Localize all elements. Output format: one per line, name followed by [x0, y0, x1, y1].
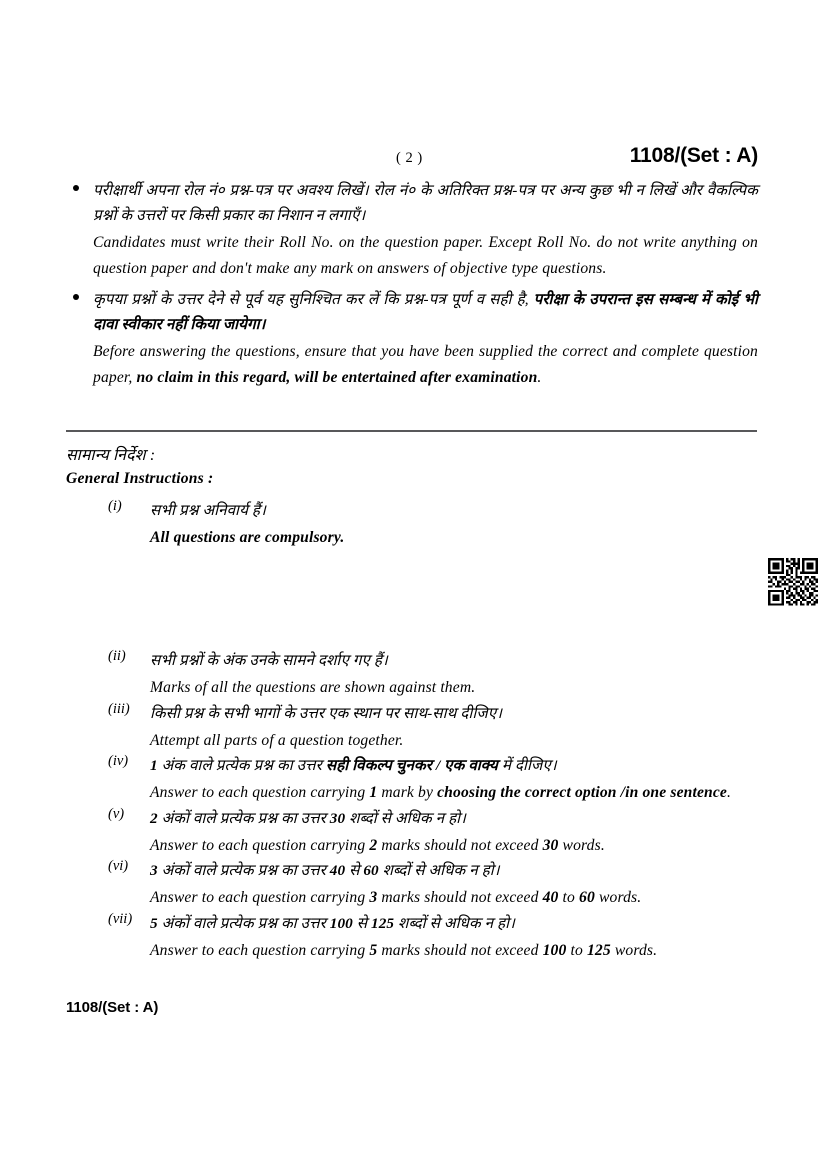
general-instructions-title-hindi: सामान्य निर्देश :	[66, 447, 156, 464]
instruction-number: (v)	[108, 805, 125, 822]
instruction-hindi: 5 अंकों वाले प्रत्येक प्रश्न का उत्तर 100 से 125 शब्दों से अधिक न हो।	[150, 914, 515, 932]
qr-code-icon	[768, 558, 818, 608]
instruction-item-v	[108, 806, 758, 859]
instruction-english: Answer to each question carrying 1 mark by choosing the correct option /in one sentence.	[150, 784, 732, 801]
qr-code-svg	[768, 558, 818, 608]
instruction-number: (ii)	[108, 648, 126, 664]
section-divider	[66, 430, 757, 432]
bullet-dot-icon	[73, 294, 79, 300]
instruction-hindi: 2 अंकों वाले प्रत्येक प्रश्न का उत्तर 30 शब्दों से अधिक न हो।	[150, 809, 467, 827]
instruction-english: Answer to each question carrying 3 marks should not exceed 40 to 60 words.	[150, 889, 642, 906]
instruction-hindi: 1 अंक वाले प्रत्येक प्रश्न का उत्तर सही विकल्प चुनकर / एक वाक्य में दीजिए।	[150, 757, 557, 774]
instruction-item-iii	[108, 701, 758, 754]
instruction-body	[150, 806, 758, 859]
instruction-hindi: किसी प्रश्न के सभी भागों के उत्तर एक स्थान पर साथ-साथ दीजिए।	[150, 704, 503, 722]
instruction-body	[150, 701, 758, 754]
note-2-english-tail: .	[537, 368, 542, 386]
instruction-english: Marks of all the questions are shown against them.	[150, 679, 476, 696]
instruction-number: (iv)	[108, 753, 129, 769]
instruction-english: Attempt all parts of a question together.	[150, 731, 404, 749]
instruction-body	[150, 753, 758, 806]
general-instructions-title-english: General Instructions :	[66, 470, 214, 487]
instruction-item-ii	[108, 648, 758, 701]
instruction-body	[150, 858, 758, 911]
instruction-notes	[66, 178, 758, 393]
instruction-hindi: सभी प्रश्नों के अंक उनके सामने दर्शाए गए हैं।	[150, 652, 388, 669]
paper-code-header: 1108/(Set : A)	[629, 144, 758, 167]
note-2-hindi-bold: परीक्षा के उपरान्त इस सम्बन्ध में कोई भी दावा स्वीकार नहीं किया जायेगा।	[93, 291, 759, 333]
paper-code-footer: 1108/(Set : A)	[66, 999, 159, 1016]
instruction-list-group-b	[108, 648, 758, 963]
note-item-2	[66, 287, 758, 390]
instruction-english: Answer to each question carrying 5 marks should not exceed 100 to 125 words.	[150, 941, 658, 959]
instruction-body	[150, 648, 758, 701]
instruction-item-vi	[108, 858, 758, 911]
instruction-item-vii	[108, 911, 758, 964]
instruction-number: (i)	[108, 498, 122, 514]
note-2-english-plain: Before answering the questions, ensure that you have been supplied the correct and complete question paper,	[93, 343, 758, 386]
instruction-body	[150, 911, 758, 964]
page-number: ( 2 )	[396, 150, 423, 166]
note-2-english	[93, 339, 758, 390]
page-header	[66, 144, 758, 178]
instruction-item-i	[108, 498, 758, 551]
note-2-hindi	[93, 287, 758, 337]
note-1-english: Candidates must write their Roll No. on the question paper. Except Roll No. do not write anything on question paper and don't make any mark on answers of objective type questions.	[93, 234, 758, 277]
instruction-english: Answer to each question carrying 2 marks should not exceed 30 words.	[150, 836, 605, 854]
instruction-body	[150, 498, 758, 551]
note-1-hindi: परीक्षार्थी अपना रोल नं० प्रश्न-पत्र पर अवश्य लिखें। रोल नं० के अतिरिक्त प्रश्न-पत्र पर अन्य कुछ भी न लिखें और वैकल्पिक प्रश्नों के उत्तरों पर किसी प्रकार का निशान न लगाएँ।	[93, 182, 758, 224]
instruction-item-iv	[108, 753, 758, 806]
instruction-number: (vi)	[108, 858, 129, 874]
instruction-number: (vii)	[108, 910, 133, 927]
instruction-hindi: 3 अंकों वाले प्रत्येक प्रश्न का उत्तर 40 से 60 शब्दों से अधिक न हो।	[150, 862, 500, 879]
instruction-hindi: सभी प्रश्न अनिवार्य हैं।	[150, 502, 266, 519]
note-2-english-bold: no claim in this regard, will be entertained after examination	[136, 368, 538, 386]
instruction-number: (iii)	[108, 700, 130, 717]
note-item-1	[66, 178, 758, 281]
instruction-list-group-a	[108, 498, 758, 551]
instruction-english: All questions are compulsory.	[150, 529, 345, 546]
bullet-dot-icon	[73, 185, 79, 191]
note-2-hindi-plain: कृपया प्रश्नों के उत्तर देने से पूर्व यह सुनिश्चित कर लें कि प्रश्न-पत्र पूर्ण व सही है,	[93, 291, 534, 308]
